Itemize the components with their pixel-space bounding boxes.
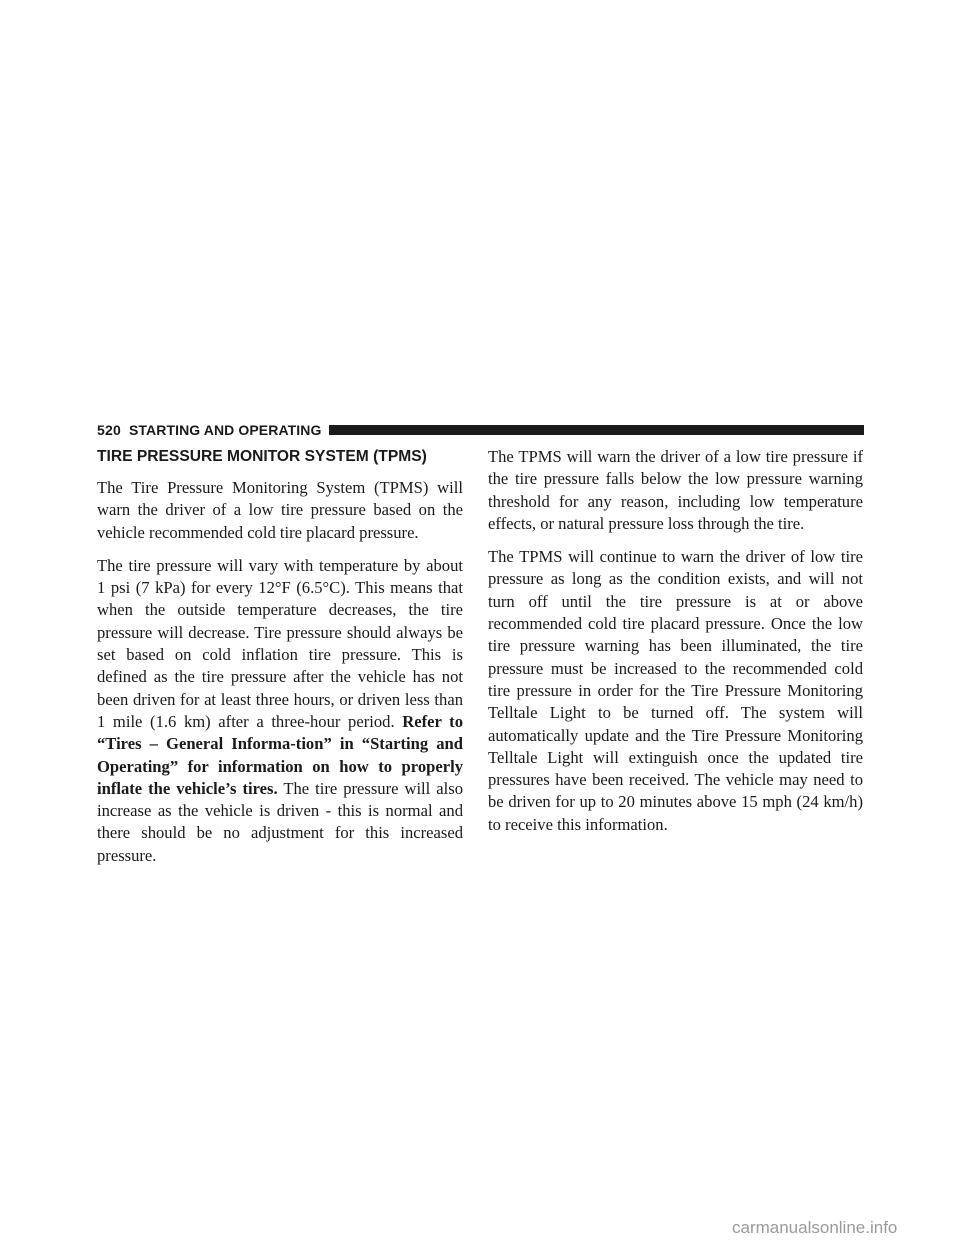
paragraph-temperature — [97, 555, 463, 867]
cross-reference: Refer to “Tires – General Informa-tion” in “Starting and Operating” for information on how to properly inflate the vehicle’s tires. — [97, 711, 464, 798]
page-header — [97, 421, 864, 439]
left-column — [97, 446, 463, 878]
paragraph-continue-warning: The TPMS will continue to warn the driver of low tire pressure as long as the condition exists, and will not turn off until the tire pressure is at or above recommended cold tire placard pressure. Once the low tire pressure warning has been illuminated, the tire pressure must be increased to the recommended cold tire pressure in order for the Tire Pressure Monitoring Telltale Light to be turned off. The system will automatically update and the Tire Pressure Monitoring Telltale Light will extinguish once the updated tire pressures have been received. The vehicle may need to be driven for up to 20 minutes above 15 mph (24 km/h) to receive this information. — [488, 547, 863, 834]
page-number: 520 — [97, 422, 121, 438]
paragraph-intro: The Tire Pressure Monitoring System (TPMS) will warn the driver of a low tire pressure based on the vehicle recommended cold tire placard pressure. — [97, 478, 463, 542]
section-title: STARTING AND OPERATING — [128, 422, 322, 438]
paragraph-temperature-text: The tire pressure will vary with temperature by about 1 psi (7 kPa) for every 12°F (6.5°C). This means that when the outside temperature decreases, the tire pressure will decrease. Tire pressure should always be set based on cold inflation tire pressure. This is defined as the tire pressure after the vehicle has not been driven for at least three hours, or driven less than 1 mile (1.6 km) after a three-hour period. — [97, 555, 463, 731]
watermark: carmanualsonline.info — [732, 1218, 898, 1237]
paragraph-warning: The TPMS will warn the driver of a low tire pressure if the tire pressure falls below the low pressure warning threshold for any reason, including low temperature effects, or natural pressure loss through the tire. — [488, 447, 863, 533]
section-heading: TIRE PRESSURE MONITOR SYSTEM (TPMS) — [97, 448, 427, 465]
header-rule — [329, 425, 864, 435]
paragraph-temperature-end: The tire pressure will also increase as the vehicle is driven - this is normal and there should be no adjustment for this increased pressure. — [97, 778, 463, 865]
right-column — [488, 446, 863, 847]
